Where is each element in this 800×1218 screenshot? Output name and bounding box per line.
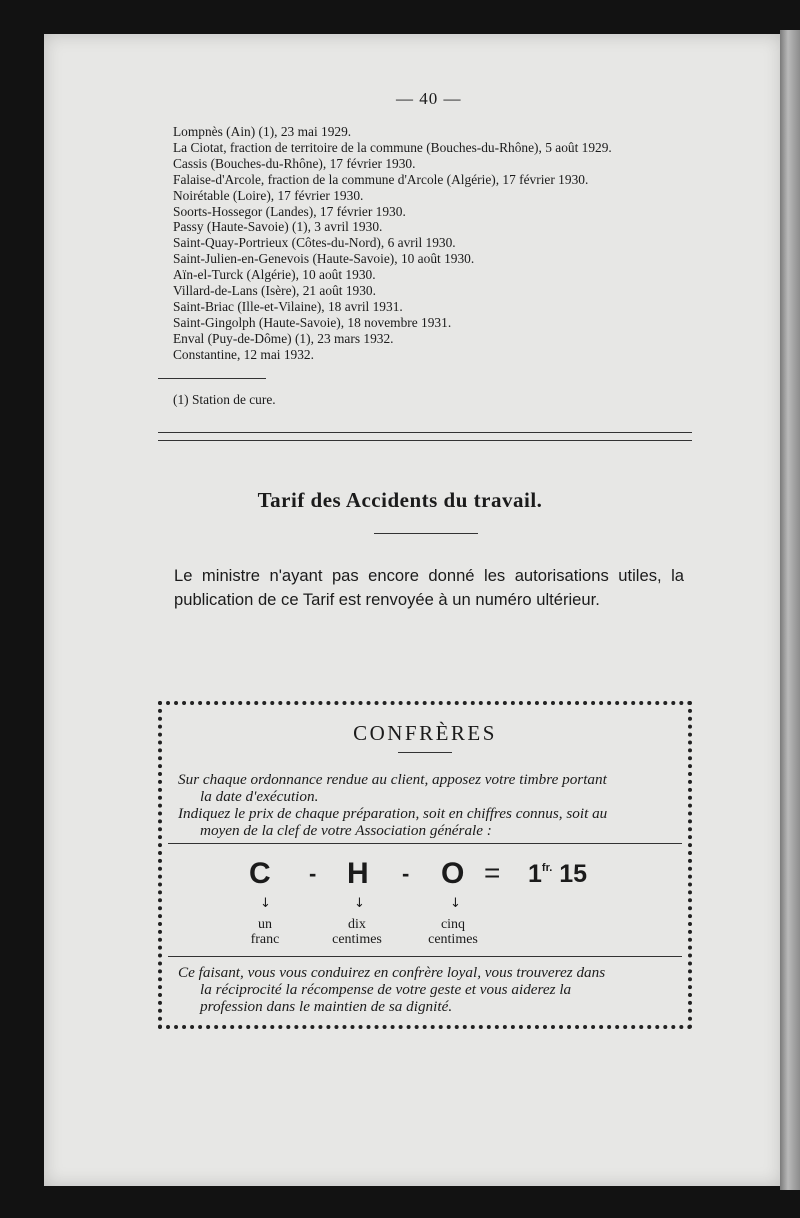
legend-dix-centimes [302,917,412,947]
instruction-line: la date d'exécution. [200,788,319,805]
list-item: Villard-de-Lans (Isère), 21 août 1930. [173,283,376,299]
legend-line: centimes [428,932,478,947]
price-unit: fr. [541,862,553,874]
formula-equals: = [484,857,501,888]
legend-line: centimes [332,932,382,947]
list-item: Saint-Julien-en-Genevois (Haute-Savoie), 10 août 1930. [173,251,475,267]
resort-list [173,124,612,363]
price-cents: 15 [559,860,588,888]
list-item: Lompnès (Ain) (1), 23 mai 1929. [173,124,352,139]
list-item: Passy (Haute-Savoie) (1), 3 avril 1930. [173,219,383,235]
instruction-line: Indiquez le prix de chaque préparation, soit en chiffres connus, soit au [178,805,608,822]
list-item: Saint-Quay-Portrieux (Côtes-du-Nord), 6 avril 1930. [173,235,456,251]
legend-line: un [258,917,272,932]
arrow-down-icon: ↓ [260,896,271,911]
arrow-down-icon: ↓ [354,896,365,911]
list-item: Soorts-Hossegor (Landes), 17 février 1930. [173,203,406,219]
instruction-line: Sur chaque ordonnance rendue au client, apposez votre timbre portant [178,771,607,788]
list-item: Falaise-d'Arcole, fraction de la commune d'Arcole (Algérie), 17 février 1930. [173,171,589,187]
formula-dash: - [402,861,410,886]
legend-line: cinq [440,917,466,932]
list-item: Saint-Gingolph (Haute-Savoie), 18 novembre 1931. [173,314,452,330]
formula-price [528,860,587,889]
section-divider-top [158,432,692,433]
page-edge-shadow [780,30,800,1190]
list-item: Cassis (Bouches-du-Rhône), 17 février 1930. [173,155,416,171]
list-item: Saint-Briac (Ille-et-Vilaine), 18 avril 1931. [173,298,403,314]
advertisement-box [158,701,692,1029]
price-integer: 1 [528,860,542,888]
list-item: La Ciotat, fraction de territoire de la commune (Bouches-du-Rhône), 5 août 1929. [173,139,612,155]
ad-title: CONFRÈRES [353,721,497,745]
ad-instructions [178,771,675,839]
formula-letter-o: O [441,857,465,890]
formula-letter-c: C [249,857,271,890]
legend-line: dix [348,917,366,932]
instruction-line: moyen de la clef de votre Association générale : [200,822,492,839]
section-divider-bottom [158,440,692,441]
legend-line: franc [250,932,280,947]
footnote: (1) Station de cure. [173,392,276,407]
list-item: Noirétable (Loire), 17 février 1930. [173,187,364,203]
closing-line: Ce faisant, vous vous conduirez en confrère loyal, vous trouverez dans [178,964,606,981]
ad-title-rule [398,752,452,753]
list-item: Enval (Puy-de-Dôme) (1), 23 mars 1932. [173,330,394,346]
list-item: Aïn-el-Turck (Algérie), 10 août 1930. [173,267,376,283]
arrow-down-icon: ↓ [450,896,461,911]
ad-rule-upper [168,843,682,844]
formula-letter-h: H [347,857,369,890]
ad-closing [178,964,675,1015]
title-rule [374,533,478,534]
closing-line: la réciprocité la récompense de votre geste et vous aiderez la [200,981,572,998]
closing-line: profession dans le maintien de sa dignité. [200,998,453,1015]
section-title: Tarif des Accidents du travail. [257,488,543,512]
list-item: Constantine, 12 mai 1932. [173,346,314,362]
legend-cinq-centimes [398,917,508,947]
footnote-rule [158,378,266,379]
notice-paragraph: Le ministre n'ayant pas encore donné les autorisations utiles, la publication de ce Tarif est renvoyée à un numéro ultérieur. [174,566,684,609]
ad-rule-lower [168,956,682,957]
price-formula [162,857,688,897]
page-number: — 40 — [396,89,462,108]
formula-dash: - [309,861,317,886]
